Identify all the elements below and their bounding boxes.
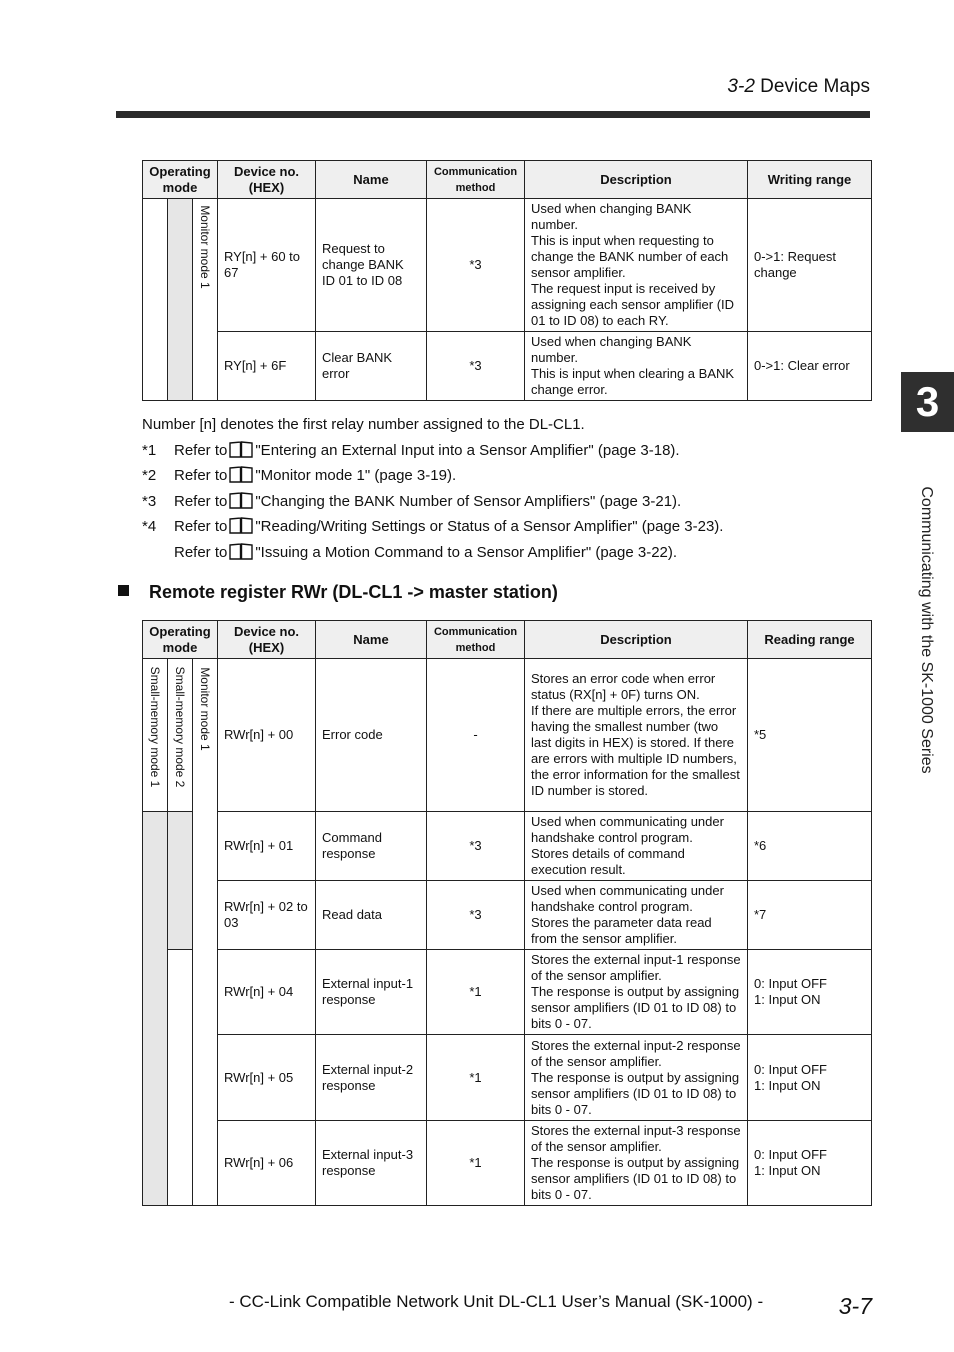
mode-col-small-memory-2 bbox=[168, 659, 193, 812]
note-label: *3 bbox=[142, 492, 157, 510]
table-row bbox=[143, 199, 872, 332]
method-cell: *3 bbox=[427, 332, 525, 401]
book-icon bbox=[229, 517, 253, 534]
range-cell: *7 bbox=[748, 881, 872, 950]
range-cell: 0: Input OFF 1: Input ON bbox=[748, 950, 872, 1035]
method-cell: *3 bbox=[427, 199, 525, 332]
mode-col-1 bbox=[143, 199, 168, 401]
table-row bbox=[143, 950, 872, 1035]
mode-label-monitor-mode-1: Monitor mode 1 bbox=[198, 205, 212, 289]
device-cell: RWr[n] + 05 bbox=[218, 1035, 316, 1121]
method-cell: *1 bbox=[427, 1121, 525, 1206]
range-cell: *5 bbox=[748, 659, 872, 812]
name-cell: Error code bbox=[316, 659, 427, 812]
note-refer: Refer to bbox=[174, 492, 228, 510]
table-row bbox=[143, 1035, 872, 1121]
name-cell: External input-3 response bbox=[316, 1121, 427, 1206]
col-device-no: Device no. (HEX) bbox=[218, 621, 316, 659]
description-cell: Used when changing BANK number. This is input when requesting to change the BANK number of each sensor amplifier. The request input is received by assigning each sensor amplifier (ID 01 to ID 08) to each RY. bbox=[525, 199, 748, 332]
device-cell: RWr[n] + 01 bbox=[218, 812, 316, 881]
note-item bbox=[142, 489, 723, 515]
table-row bbox=[143, 659, 872, 812]
note-label: *1 bbox=[142, 441, 157, 459]
square-bullet-icon bbox=[118, 585, 129, 596]
device-cell: RWr[n] + 06 bbox=[218, 1121, 316, 1206]
table-header-row bbox=[143, 621, 872, 659]
range-cell: 0: Input OFF 1: Input ON bbox=[748, 1035, 872, 1121]
note-item bbox=[142, 438, 723, 464]
description-cell: Used when communicating under handshake control program. Stores the parameter data read from the sensor amplifier. bbox=[525, 881, 748, 950]
footer-manual-title: - CC-Link Compatible Network Unit DL-CL1 User’s Manual (SK-1000) - bbox=[229, 1292, 764, 1311]
note-text: "Reading/Writing Settings or Status of a Sensor Amplifier" (page 3-23). bbox=[255, 518, 724, 535]
col-operating-mode: Operating mode bbox=[143, 161, 218, 199]
col-writing-range: Writing range bbox=[748, 161, 872, 199]
section-title: Device Maps bbox=[760, 76, 870, 97]
col-reading-range: Reading range bbox=[748, 621, 872, 659]
mode-label-monitor-mode-1: Monitor mode 1 bbox=[198, 667, 212, 751]
description-cell: Stores the external input-1 response of the sensor amplifier. The response is output by assigning sensor amplifiers (ID 01 to ID 08) to bits 0 - 07. bbox=[525, 950, 748, 1035]
description-cell: Stores the external input-2 response of the sensor amplifier. The response is output by assigning sensor amplifiers (ID 01 to ID 08) to bits 0 - 07. bbox=[525, 1035, 748, 1121]
section-heading-text: Remote register RWr (DL-CL1 -> master station) bbox=[149, 582, 558, 602]
table-row bbox=[143, 812, 872, 881]
description-cell: Stores the external input-3 response of the sensor amplifier. The response is output by assigning sensor amplifiers (ID 01 to ID 08) to bits 0 - 07. bbox=[525, 1121, 748, 1206]
section-number: 3-2 bbox=[727, 76, 755, 97]
relay-table bbox=[142, 160, 872, 401]
note-text: "Monitor mode 1" (page 3-19). bbox=[255, 467, 457, 484]
header-rule bbox=[116, 111, 870, 118]
note-text: "Changing the BANK Number of Sensor Amplifiers" (page 3-21). bbox=[255, 492, 682, 510]
note-refer: Refer to bbox=[174, 467, 228, 484]
table-row bbox=[143, 1121, 872, 1206]
note-refer: Refer to bbox=[174, 543, 228, 561]
table-row bbox=[143, 881, 872, 950]
book-icon bbox=[229, 466, 253, 483]
mode-col-small-memory-1 bbox=[143, 659, 168, 812]
col-name: Name bbox=[316, 161, 427, 199]
mode-label-small-memory-mode-1: Small-memory mode 1 bbox=[148, 666, 162, 788]
note-refer: Refer to bbox=[174, 441, 228, 459]
method-cell: - bbox=[427, 659, 525, 812]
col-description: Description bbox=[525, 621, 748, 659]
note-text: "Issuing a Motion Command to a Sensor Amplifier" (page 3-22). bbox=[255, 543, 678, 561]
note-refer: Refer to bbox=[174, 518, 228, 535]
device-cell: RY[n] + 60 to 67 bbox=[218, 199, 316, 332]
table-header-row bbox=[143, 161, 872, 199]
range-cell: 0->1: Request change bbox=[748, 199, 872, 332]
chapter-tab: 3 bbox=[901, 372, 954, 432]
note-label: *4 bbox=[142, 518, 157, 535]
book-icon bbox=[229, 543, 253, 560]
name-cell: Request to change BANK ID 01 to ID 08 bbox=[316, 199, 427, 332]
range-cell: 0: Input OFF 1: Input ON bbox=[748, 1121, 872, 1206]
mode-col-monitor bbox=[193, 199, 218, 401]
name-cell: Clear BANK error bbox=[316, 332, 427, 401]
register-table bbox=[142, 620, 872, 1206]
name-cell: Read data bbox=[316, 881, 427, 950]
mode-col-2 bbox=[168, 199, 193, 401]
name-cell: External input-2 response bbox=[316, 1035, 427, 1121]
method-cell: *3 bbox=[427, 881, 525, 950]
note-item bbox=[142, 514, 723, 540]
device-cell: RWr[n] + 04 bbox=[218, 950, 316, 1035]
description-cell: Used when communicating under handshake control program. Stores details of command execution result. bbox=[525, 812, 748, 881]
section-header bbox=[727, 76, 870, 98]
footnotes bbox=[142, 412, 723, 565]
mode-col-monitor bbox=[193, 659, 218, 1206]
mode-col-2-lower bbox=[168, 812, 193, 950]
section-heading bbox=[118, 582, 558, 603]
note-text: "Entering an External Input into a Sensor Amplifier" (page 3-18). bbox=[255, 441, 680, 459]
col-name: Name bbox=[316, 621, 427, 659]
mode-col-2-bottom bbox=[168, 950, 193, 1206]
note-label: *2 bbox=[142, 467, 157, 484]
range-cell: *6 bbox=[748, 812, 872, 881]
note-intro: Number [n] denotes the first relay number assigned to the DL-CL1. bbox=[142, 416, 585, 433]
book-icon bbox=[229, 492, 253, 509]
note-item bbox=[142, 540, 723, 566]
name-cell: External input-1 response bbox=[316, 950, 427, 1035]
method-cell: *1 bbox=[427, 1035, 525, 1121]
mode-label-small-memory-mode-2: Small-memory mode 2 bbox=[173, 666, 187, 788]
description-cell: Used when changing BANK number. This is input when clearing a BANK change error. bbox=[525, 332, 748, 401]
note-item bbox=[142, 463, 723, 489]
page-number: 3-7 bbox=[838, 1293, 872, 1319]
col-communication-method: Communication method bbox=[427, 621, 525, 659]
chapter-title-text: Communicating with the SK-1000 Series bbox=[918, 486, 935, 774]
table-row bbox=[143, 332, 872, 401]
col-operating-mode: Operating mode bbox=[143, 621, 218, 659]
col-description: Description bbox=[525, 161, 748, 199]
col-communication-method: Communication method bbox=[427, 161, 525, 199]
range-cell: 0->1: Clear error bbox=[748, 332, 872, 401]
method-cell: *1 bbox=[427, 950, 525, 1035]
col-device-no: Device no. (HEX) bbox=[218, 161, 316, 199]
device-cell: RWr[n] + 00 bbox=[218, 659, 316, 812]
book-icon bbox=[229, 441, 253, 458]
method-cell: *3 bbox=[427, 812, 525, 881]
name-cell: Command response bbox=[316, 812, 427, 881]
mode-col-1-lower bbox=[143, 812, 168, 1206]
device-cell: RY[n] + 6F bbox=[218, 332, 316, 401]
description-cell: Stores an error code when error status (RX[n] + 0F) turns ON. If there are multiple errors, the error having the smallest number (two last digits in HEX) is stored. If there are errors with multiple ID numbers, the error information for the smallest ID number is stored. bbox=[525, 659, 748, 812]
device-cell: RWr[n] + 02 to 03 bbox=[218, 881, 316, 950]
